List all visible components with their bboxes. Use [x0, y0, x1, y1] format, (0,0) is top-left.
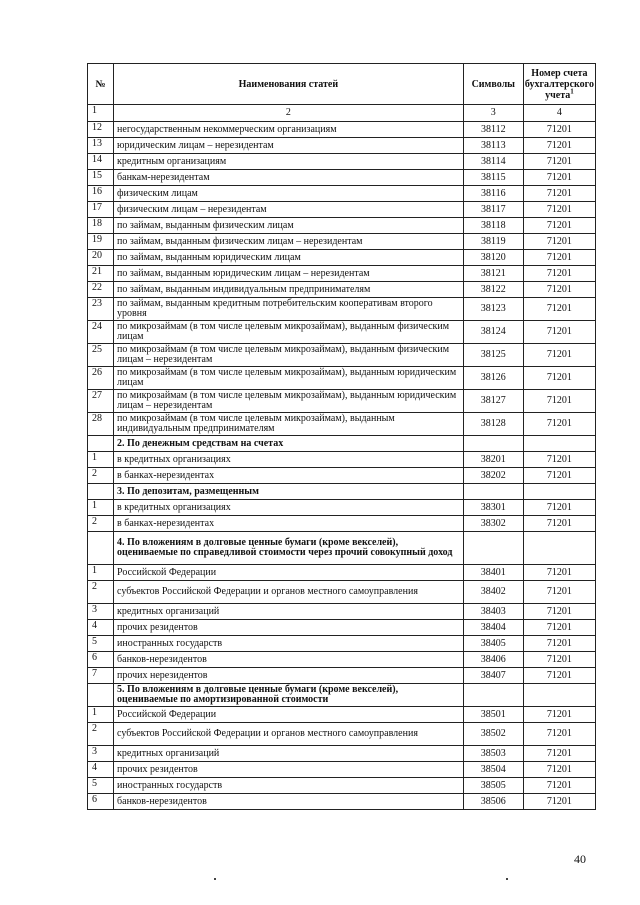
row-number-cell: 6: [88, 794, 114, 810]
article-name-cell: по микрозаймам (в том числе целевым микрозаймам), выданным физическим лицам – нерезидентам: [114, 344, 464, 367]
symbol-cell: 38406: [463, 652, 523, 668]
row-number-cell: 18: [88, 218, 114, 234]
symbol-cell: 38117: [463, 202, 523, 218]
column-number-1: 1: [88, 105, 114, 122]
table-row: [88, 652, 596, 668]
article-name-cell: негосударственным некоммерческим организациям: [114, 122, 464, 138]
symbol-cell: 38114: [463, 154, 523, 170]
row-number-cell: 17: [88, 202, 114, 218]
symbol-cell: 38127: [463, 390, 523, 413]
account-cell: 71201: [523, 762, 595, 778]
article-name-cell: по микрозаймам (в том числе целевым микрозаймам), выданным юридическим лицам: [114, 367, 464, 390]
accounts-table: [87, 63, 596, 810]
row-number-cell: 2: [88, 516, 114, 532]
symbol-cell: 38118: [463, 218, 523, 234]
table-row: [88, 668, 596, 684]
symbol-cell: 38113: [463, 138, 523, 154]
account-cell: 71201: [523, 234, 595, 250]
row-number-cell: 15: [88, 170, 114, 186]
table-row: [88, 723, 596, 746]
section-heading-row: [88, 484, 596, 500]
row-number-cell: 1: [88, 707, 114, 723]
row-number-cell: [88, 436, 114, 452]
account-cell: 71201: [523, 282, 595, 298]
symbol-cell: 38506: [463, 794, 523, 810]
article-name-cell: субъектов Российской Федерации и органов местного самоуправления: [114, 723, 464, 746]
table-row: [88, 581, 596, 604]
table-row: [88, 778, 596, 794]
article-name-cell: Российской Федерации: [114, 565, 464, 581]
symbol-cell: 38124: [463, 321, 523, 344]
header-article-name: Наименования статей: [114, 64, 464, 105]
table-row: [88, 344, 596, 367]
row-number-cell: 12: [88, 122, 114, 138]
account-cell: 71201: [523, 266, 595, 282]
account-cell: 71201: [523, 452, 595, 468]
table-row: [88, 298, 596, 321]
row-number-cell: 7: [88, 668, 114, 684]
table-row: [88, 500, 596, 516]
row-number-cell: [88, 532, 114, 565]
row-number-cell: 4: [88, 762, 114, 778]
table-row: [88, 234, 596, 250]
article-name-cell: в кредитных организациях: [114, 452, 464, 468]
symbol-cell: 38301: [463, 500, 523, 516]
account-cell: 71201: [523, 186, 595, 202]
symbol-cell: 38302: [463, 516, 523, 532]
account-cell: 71201: [523, 468, 595, 484]
section-heading-row: [88, 436, 596, 452]
row-number-cell: 3: [88, 604, 114, 620]
column-numbers-row: [88, 105, 596, 122]
account-cell: 71201: [523, 344, 595, 367]
article-name-cell: 3. По депозитам, размещенным: [114, 484, 464, 500]
section-heading-row: [88, 532, 596, 565]
table-row: [88, 516, 596, 532]
symbol-cell: 38401: [463, 565, 523, 581]
row-number-cell: [88, 484, 114, 500]
article-name-cell: прочих нерезидентов: [114, 668, 464, 684]
account-cell: [523, 532, 595, 565]
row-number-cell: 23: [88, 298, 114, 321]
section-heading-row: [88, 684, 596, 707]
article-name-cell: субъектов Российской Федерации и органов местного самоуправления: [114, 581, 464, 604]
account-cell: 71201: [523, 202, 595, 218]
table-row: [88, 604, 596, 620]
article-name-cell: банкам-нерезидентам: [114, 170, 464, 186]
row-number-cell: 13: [88, 138, 114, 154]
account-cell: 71201: [523, 154, 595, 170]
table-row: [88, 390, 596, 413]
article-name-cell: по займам, выданным индивидуальным предпринимателям: [114, 282, 464, 298]
account-cell: 71201: [523, 565, 595, 581]
account-cell: 71201: [523, 668, 595, 684]
article-name-cell: прочих резидентов: [114, 762, 464, 778]
symbol-cell: [463, 684, 523, 707]
symbol-cell: 38116: [463, 186, 523, 202]
symbol-cell: 38121: [463, 266, 523, 282]
table-row: [88, 468, 596, 484]
symbol-cell: 38115: [463, 170, 523, 186]
account-cell: 71201: [523, 604, 595, 620]
account-cell: 71201: [523, 250, 595, 266]
table-row: [88, 452, 596, 468]
row-number-cell: 1: [88, 452, 114, 468]
table-row: [88, 321, 596, 344]
table-row: [88, 565, 596, 581]
header-account-label: Номер счета бухгалтерского учета: [524, 67, 594, 101]
row-number-cell: 2: [88, 723, 114, 746]
row-number-cell: 24: [88, 321, 114, 344]
table-row: [88, 282, 596, 298]
symbol-cell: 38403: [463, 604, 523, 620]
table-row: [88, 138, 596, 154]
table-row: [88, 218, 596, 234]
table-row: [88, 707, 596, 723]
article-name-cell: по займам, выданным юридическим лицам – нерезидентам: [114, 266, 464, 282]
header-number: №: [88, 64, 114, 105]
row-number-cell: 21: [88, 266, 114, 282]
column-number-3: 3: [463, 105, 523, 122]
account-cell: 71201: [523, 122, 595, 138]
row-number-cell: [88, 684, 114, 707]
symbol-cell: 38402: [463, 581, 523, 604]
row-number-cell: 25: [88, 344, 114, 367]
table-row: [88, 762, 596, 778]
article-name-cell: иностранных государств: [114, 778, 464, 794]
article-name-cell: в банках-нерезидентах: [114, 516, 464, 532]
symbol-cell: 38125: [463, 344, 523, 367]
symbol-cell: 38119: [463, 234, 523, 250]
symbol-cell: 38502: [463, 723, 523, 746]
symbol-cell: 38407: [463, 668, 523, 684]
symbol-cell: 38123: [463, 298, 523, 321]
symbol-cell: 38504: [463, 762, 523, 778]
row-number-cell: 19: [88, 234, 114, 250]
article-name-cell: иностранных государств: [114, 636, 464, 652]
table-row: [88, 202, 596, 218]
article-name-cell: физическим лицам: [114, 186, 464, 202]
symbol-cell: 38120: [463, 250, 523, 266]
table-row: [88, 794, 596, 810]
table-row: [88, 122, 596, 138]
symbol-cell: [463, 532, 523, 565]
account-cell: 71201: [523, 636, 595, 652]
symbol-cell: 38201: [463, 452, 523, 468]
table-row: [88, 154, 596, 170]
symbol-cell: 38405: [463, 636, 523, 652]
table-row: [88, 367, 596, 390]
symbol-cell: 38505: [463, 778, 523, 794]
account-cell: 71201: [523, 367, 595, 390]
row-number-cell: 1: [88, 500, 114, 516]
symbol-cell: [463, 484, 523, 500]
column-number-2: 2: [114, 105, 464, 122]
article-name-cell: физическим лицам – нерезидентам: [114, 202, 464, 218]
article-name-cell: в банках-нерезидентах: [114, 468, 464, 484]
table-header-row: [88, 64, 596, 105]
row-number-cell: 3: [88, 746, 114, 762]
article-name-cell: Российской Федерации: [114, 707, 464, 723]
account-cell: 71201: [523, 218, 595, 234]
article-name-cell: по микрозаймам (в том числе целевым микрозаймам), выданным юридическим лицам – нерезидентам: [114, 390, 464, 413]
article-name-cell: банков-нерезидентов: [114, 794, 464, 810]
article-name-cell: по займам, выданным физическим лицам – нерезидентам: [114, 234, 464, 250]
row-number-cell: 2: [88, 581, 114, 604]
article-name-cell: 5. По вложениям в долговые ценные бумаги (кроме векселей), оцениваемые по амортизированной стоимости: [114, 684, 464, 707]
account-cell: 71201: [523, 746, 595, 762]
account-cell: 71201: [523, 298, 595, 321]
account-cell: 71201: [523, 170, 595, 186]
row-number-cell: 14: [88, 154, 114, 170]
article-name-cell: банков-нерезидентов: [114, 652, 464, 668]
row-number-cell: 4: [88, 620, 114, 636]
article-name-cell: в кредитных организациях: [114, 500, 464, 516]
row-number-cell: 5: [88, 636, 114, 652]
article-name-cell: по займам, выданным физическим лицам: [114, 218, 464, 234]
account-cell: [523, 436, 595, 452]
table-row: [88, 186, 596, 202]
table-row: [88, 746, 596, 762]
account-cell: 71201: [523, 794, 595, 810]
article-name-cell: прочих резидентов: [114, 620, 464, 636]
article-name-cell: кредитных организаций: [114, 746, 464, 762]
row-number-cell: 22: [88, 282, 114, 298]
header-account-number: [523, 64, 595, 105]
scan-speck: [506, 878, 508, 880]
account-cell: 71201: [523, 707, 595, 723]
table-row: [88, 266, 596, 282]
scan-speck: [214, 878, 216, 880]
row-number-cell: 6: [88, 652, 114, 668]
table-body: [88, 105, 596, 810]
article-name-cell: юридическим лицам – нерезидентам: [114, 138, 464, 154]
account-cell: 71201: [523, 723, 595, 746]
symbol-cell: 38112: [463, 122, 523, 138]
account-cell: 71201: [523, 390, 595, 413]
footnote-marker: 1: [570, 87, 574, 96]
symbol-cell: 38202: [463, 468, 523, 484]
symbol-cell: 38128: [463, 413, 523, 436]
table-row: [88, 413, 596, 436]
account-cell: 71201: [523, 413, 595, 436]
account-cell: 71201: [523, 500, 595, 516]
row-number-cell: 27: [88, 390, 114, 413]
symbol-cell: 38404: [463, 620, 523, 636]
account-cell: [523, 684, 595, 707]
article-name-cell: 4. По вложениям в долговые ценные бумаги (кроме векселей), оцениваемые по справедливой стоимости через прочий совокупный доход: [114, 532, 464, 565]
symbol-cell: 38501: [463, 707, 523, 723]
table-row: [88, 250, 596, 266]
article-name-cell: по займам, выданным юридическим лицам: [114, 250, 464, 266]
account-cell: 71201: [523, 321, 595, 344]
article-name-cell: кредитным организациям: [114, 154, 464, 170]
row-number-cell: 1: [88, 565, 114, 581]
row-number-cell: 28: [88, 413, 114, 436]
article-name-cell: кредитных организаций: [114, 604, 464, 620]
account-cell: 71201: [523, 778, 595, 794]
symbol-cell: [463, 436, 523, 452]
article-name-cell: 2. По денежным средствам на счетах: [114, 436, 464, 452]
table-row: [88, 636, 596, 652]
account-cell: 71201: [523, 581, 595, 604]
row-number-cell: 26: [88, 367, 114, 390]
row-number-cell: 16: [88, 186, 114, 202]
account-cell: [523, 484, 595, 500]
column-number-4: 4: [523, 105, 595, 122]
header-symbols: Символы: [463, 64, 523, 105]
article-name-cell: по займам, выданным кредитным потребительским кооперативам второго уровня: [114, 298, 464, 321]
symbol-cell: 38122: [463, 282, 523, 298]
table-row: [88, 620, 596, 636]
row-number-cell: 5: [88, 778, 114, 794]
page-number: 40: [574, 852, 586, 866]
row-number-cell: 2: [88, 468, 114, 484]
table-row: [88, 170, 596, 186]
symbol-cell: 38126: [463, 367, 523, 390]
row-number-cell: 20: [88, 250, 114, 266]
account-cell: 71201: [523, 652, 595, 668]
account-cell: 71201: [523, 138, 595, 154]
account-cell: 71201: [523, 620, 595, 636]
article-name-cell: по микрозаймам (в том числе целевым микрозаймам), выданным индивидуальным предпринимателям: [114, 413, 464, 436]
symbol-cell: 38503: [463, 746, 523, 762]
account-cell: 71201: [523, 516, 595, 532]
article-name-cell: по микрозаймам (в том числе целевым микрозаймам), выданным физическим лицам: [114, 321, 464, 344]
